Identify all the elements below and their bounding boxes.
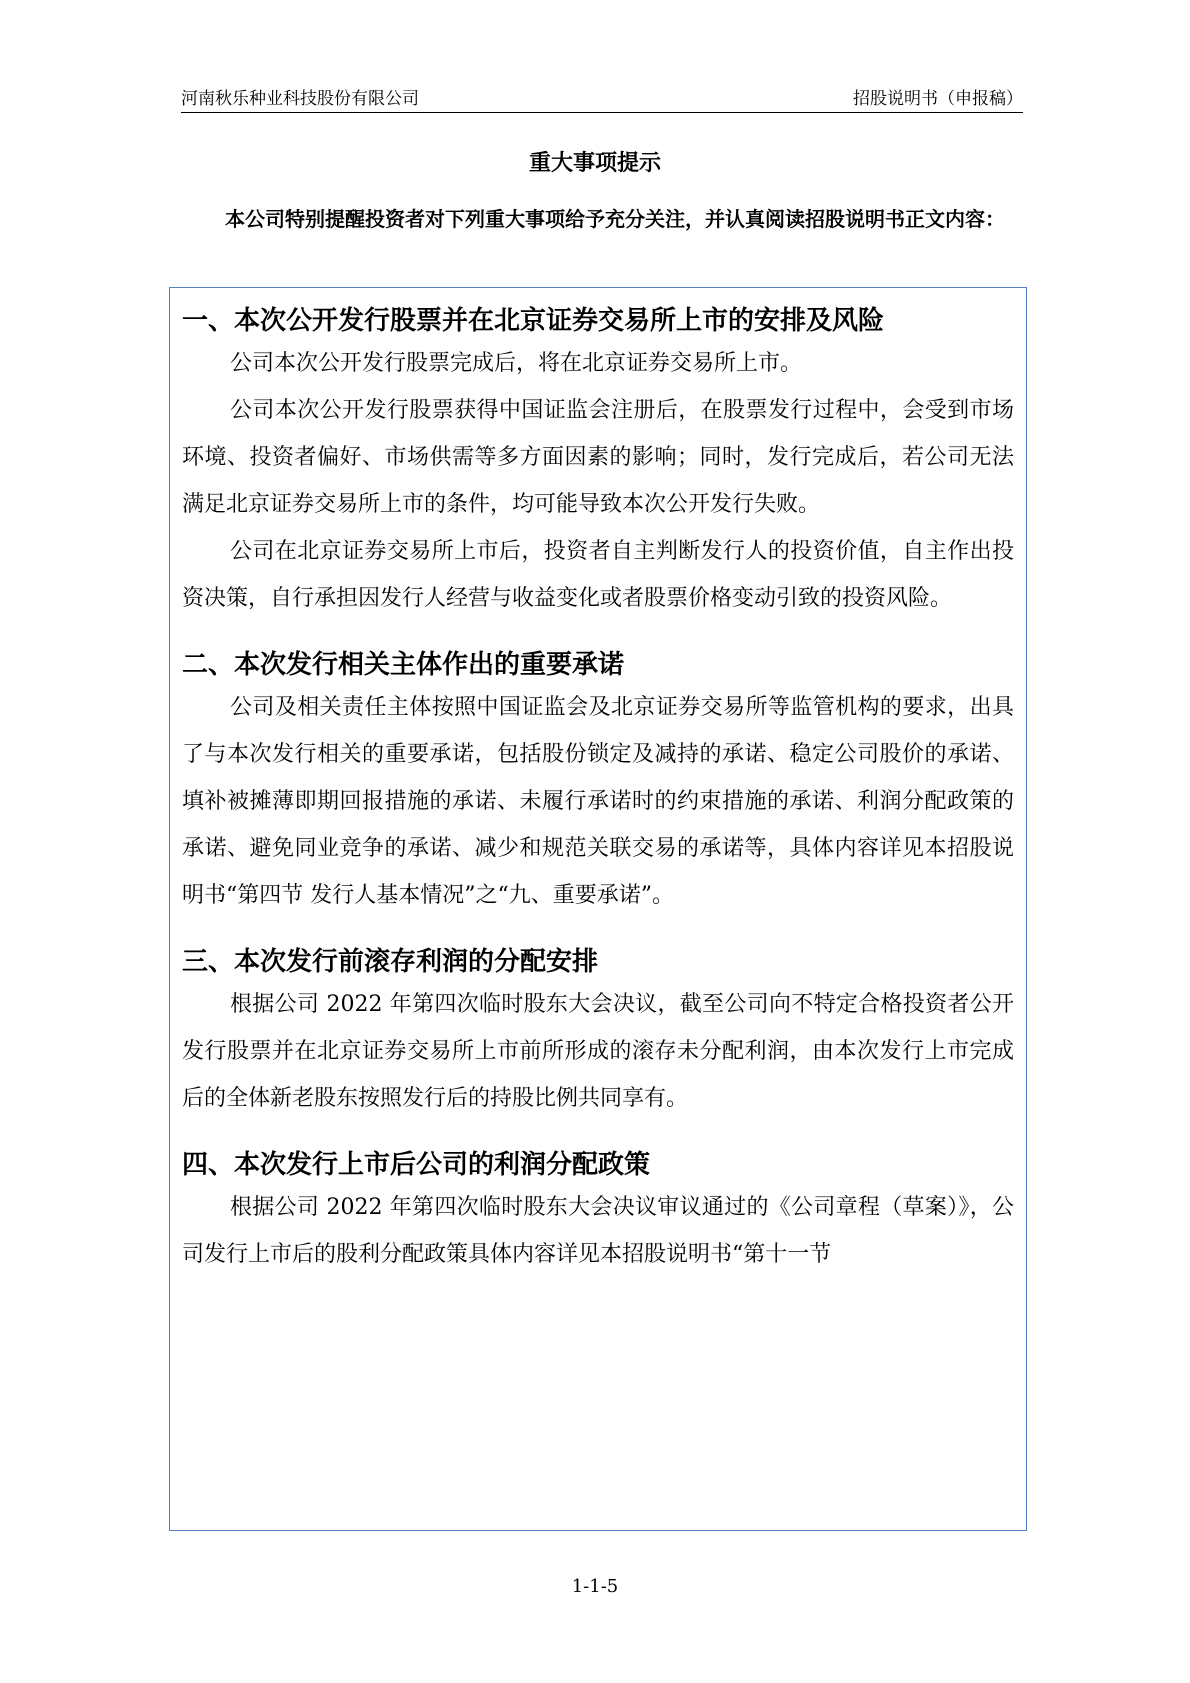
section-1-paragraph-3: 公司在北京证券交易所上市后，投资者自主判断发行人的投资价值，自主作出投资决策，自行承担因发行人经营与收益变化或者股票价格变动引致的投资风险。 <box>182 539 1014 611</box>
page-header <box>181 84 1023 113</box>
content-frame <box>169 287 1027 1531</box>
page-title: 重大事项提示 <box>528 150 661 176</box>
header-company-name: 河南秋乐种业科技股份有限公司 <box>181 89 419 109</box>
section-1-paragraph-2: 公司本次公开发行股票获得中国证监会注册后，在股票发行过程中，会受到市场环境、投资者偏好、市场供需等多方面因素的影响；同时，发行完成后，若公司无法满足北京证券交易所上市的条件，均可能导致本次公开发行失败。 <box>182 398 1014 517</box>
section-2-paragraph-1: 公司及相关责任主体按照中国证监会及北京证券交易所等监管机构的要求，出具了与本次发行相关的重要承诺，包括股份锁定及减持的承诺、稳定公司股价的承诺、填补被摊薄即期回报措施的承诺、未履行承诺时的约束措施的承诺、利润分配政策的承诺、避免同业竞争的承诺、减少和规范关联交易的承诺等，具体内容详见本招股说明书“第四节 发行人基本情况”之“九、重要承诺”。 <box>182 695 1014 908</box>
section-4-paragraph-1: 根据公司 2022 年第四次临时股东大会决议审议通过的《公司章程（草案）》，公司发行上市后的股利分配政策具体内容详见本招股说明书“第十一节 <box>182 1195 1014 1267</box>
page-number: 1-1-5 <box>571 1576 619 1597</box>
intro-notice: 本公司特别提醒投资者对下列重大事项给予充分关注，并认真阅读招股说明书正文内容： <box>225 207 1005 231</box>
header-document-type: 招股说明书（申报稿） <box>853 89 1023 109</box>
section-1-paragraph-1: 公司本次公开发行股票完成后，将在北京证券交易所上市。 <box>230 351 803 376</box>
section-1-heading: 一、本次公开发行股票并在北京证券交易所上市的安排及风险 <box>182 306 885 336</box>
section-2-heading: 二、本次发行相关主体作出的重要承诺 <box>182 650 625 680</box>
section-3-heading: 三、本次发行前滚存利润的分配安排 <box>182 947 599 977</box>
section-4-heading: 四、本次发行上市后公司的利润分配政策 <box>182 1150 651 1180</box>
section-3-paragraph-1: 根据公司 2022 年第四次临时股东大会决议，截至公司向不特定合格投资者公开发行股票并在北京证券交易所上市前所形成的滚存未分配利润，由本次发行上市完成后的全体新老股东按照发行后的持股比例共同享有。 <box>182 992 1014 1111</box>
content-body <box>182 288 1014 1278</box>
